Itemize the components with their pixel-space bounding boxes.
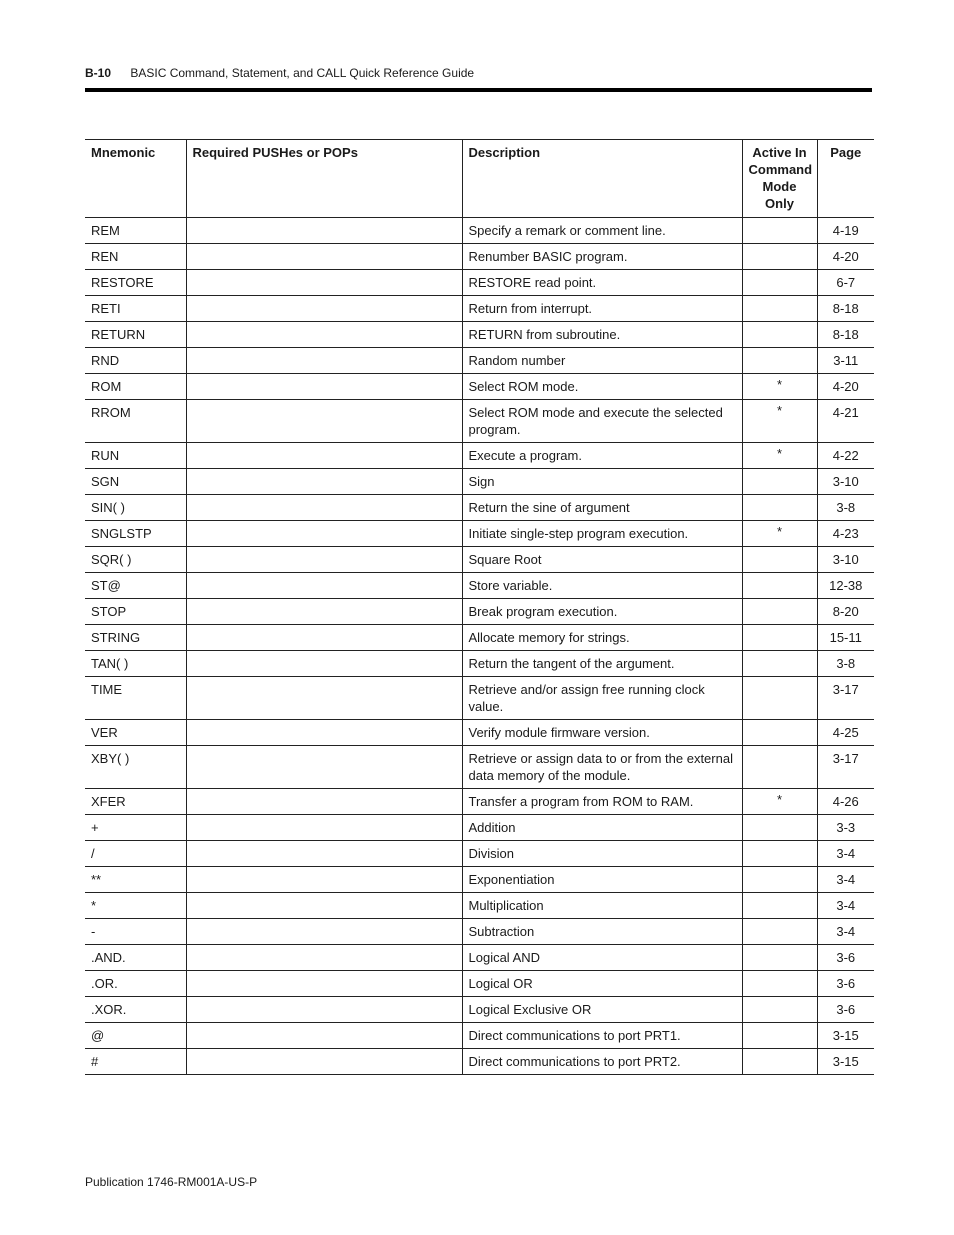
cell-active xyxy=(742,867,817,893)
cell-page: 3-4 xyxy=(817,893,874,919)
cell-active xyxy=(742,348,817,374)
cell-page: 3-10 xyxy=(817,469,874,495)
cell-description: Logical OR xyxy=(462,971,742,997)
cell-page: 3-6 xyxy=(817,971,874,997)
cell-pushes xyxy=(186,218,462,244)
cell-pushes xyxy=(186,599,462,625)
table-row xyxy=(85,400,874,443)
header-rule xyxy=(85,88,872,92)
table-row xyxy=(85,443,874,469)
table-row xyxy=(85,841,874,867)
cell-active xyxy=(742,296,817,322)
cell-description: RESTORE read point. xyxy=(462,270,742,296)
cell-active xyxy=(742,945,817,971)
cell-mnemonic: VER xyxy=(85,720,186,746)
cell-description: Break program execution. xyxy=(462,599,742,625)
cell-page: 3-8 xyxy=(817,495,874,521)
cell-pushes xyxy=(186,1049,462,1075)
column-header-description: Description xyxy=(462,140,742,218)
cell-page: 4-22 xyxy=(817,443,874,469)
cell-description: Transfer a program from ROM to RAM. xyxy=(462,789,742,815)
table-row xyxy=(85,677,874,720)
cell-page: 3-3 xyxy=(817,815,874,841)
cell-pushes xyxy=(186,469,462,495)
cell-active xyxy=(742,625,817,651)
table-row xyxy=(85,867,874,893)
cell-description: Multiplication xyxy=(462,893,742,919)
cell-mnemonic: SGN xyxy=(85,469,186,495)
cell-active xyxy=(742,547,817,573)
cell-active: * xyxy=(742,443,817,469)
cell-active xyxy=(742,841,817,867)
column-header-pushes: Required PUSHes or POPs xyxy=(186,140,462,218)
cell-pushes xyxy=(186,815,462,841)
cell-active: * xyxy=(742,400,817,443)
table-row xyxy=(85,374,874,400)
cell-description: Retrieve and/or assign free running clock value. xyxy=(462,677,742,720)
cell-description: Return the sine of argument xyxy=(462,495,742,521)
cell-active xyxy=(742,218,817,244)
table-row xyxy=(85,919,874,945)
cell-description: Division xyxy=(462,841,742,867)
table-row xyxy=(85,789,874,815)
table-row xyxy=(85,218,874,244)
cell-page: 3-4 xyxy=(817,841,874,867)
cell-description: Select ROM mode. xyxy=(462,374,742,400)
table-row xyxy=(85,997,874,1023)
page-header xyxy=(85,66,871,86)
cell-mnemonic: XFER xyxy=(85,789,186,815)
cell-mnemonic: XBY( ) xyxy=(85,746,186,789)
cell-mnemonic: REM xyxy=(85,218,186,244)
cell-description: Subtraction xyxy=(462,919,742,945)
table-row xyxy=(85,746,874,789)
cell-pushes xyxy=(186,443,462,469)
cell-description: Direct communications to port PRT1. xyxy=(462,1023,742,1049)
cell-active xyxy=(742,893,817,919)
cell-page: 6-7 xyxy=(817,270,874,296)
cell-pushes xyxy=(186,244,462,270)
cell-active xyxy=(742,244,817,270)
cell-description: RETURN from subroutine. xyxy=(462,322,742,348)
cell-pushes xyxy=(186,296,462,322)
cell-pushes xyxy=(186,746,462,789)
cell-mnemonic: RETI xyxy=(85,296,186,322)
cell-page: 4-19 xyxy=(817,218,874,244)
cell-mnemonic: RETURN xyxy=(85,322,186,348)
cell-mnemonic: ROM xyxy=(85,374,186,400)
table-row xyxy=(85,573,874,599)
cell-page: 3-17 xyxy=(817,746,874,789)
cell-mnemonic: * xyxy=(85,893,186,919)
cell-page: 4-25 xyxy=(817,720,874,746)
table-row xyxy=(85,547,874,573)
cell-mnemonic: TIME xyxy=(85,677,186,720)
cell-page: 4-26 xyxy=(817,789,874,815)
cell-active xyxy=(742,746,817,789)
cell-pushes xyxy=(186,720,462,746)
table-row xyxy=(85,322,874,348)
table-row xyxy=(85,495,874,521)
cell-mnemonic: STOP xyxy=(85,599,186,625)
cell-page: 4-20 xyxy=(817,244,874,270)
cell-description: Return the tangent of the argument. xyxy=(462,651,742,677)
cell-pushes xyxy=(186,573,462,599)
table-row xyxy=(85,348,874,374)
cell-page: 3-11 xyxy=(817,348,874,374)
cell-mnemonic: STRING xyxy=(85,625,186,651)
table-row xyxy=(85,1023,874,1049)
cell-description: Square Root xyxy=(462,547,742,573)
table-row xyxy=(85,625,874,651)
table-row xyxy=(85,296,874,322)
cell-active xyxy=(742,270,817,296)
cell-description: Exponentiation xyxy=(462,867,742,893)
cell-page: 15-11 xyxy=(817,625,874,651)
table-header-row xyxy=(85,140,874,218)
cell-page: 4-21 xyxy=(817,400,874,443)
cell-page: 4-23 xyxy=(817,521,874,547)
cell-description: Logical AND xyxy=(462,945,742,971)
cell-active xyxy=(742,322,817,348)
table-row xyxy=(85,893,874,919)
cell-pushes xyxy=(186,1023,462,1049)
cell-mnemonic: .AND. xyxy=(85,945,186,971)
cell-active: * xyxy=(742,521,817,547)
cell-mnemonic: RND xyxy=(85,348,186,374)
cell-pushes xyxy=(186,867,462,893)
reference-table xyxy=(85,139,874,1075)
cell-description: Retrieve or assign data to or from the external data memory of the module. xyxy=(462,746,742,789)
cell-description: Addition xyxy=(462,815,742,841)
cell-active xyxy=(742,651,817,677)
table-body xyxy=(85,218,874,1075)
cell-pushes xyxy=(186,789,462,815)
cell-mnemonic: .XOR. xyxy=(85,997,186,1023)
cell-page: 8-18 xyxy=(817,322,874,348)
page-number: B-10 xyxy=(85,66,112,80)
cell-mnemonic: SNGLSTP xyxy=(85,521,186,547)
cell-mnemonic: SQR( ) xyxy=(85,547,186,573)
table-row xyxy=(85,469,874,495)
cell-pushes xyxy=(186,270,462,296)
cell-pushes xyxy=(186,521,462,547)
cell-active: * xyxy=(742,789,817,815)
cell-mnemonic: # xyxy=(85,1049,186,1075)
table-row xyxy=(85,244,874,270)
cell-mnemonic: ** xyxy=(85,867,186,893)
cell-active xyxy=(742,495,817,521)
cell-pushes xyxy=(186,322,462,348)
column-header-page: Page xyxy=(817,140,874,218)
table-row xyxy=(85,599,874,625)
cell-pushes xyxy=(186,919,462,945)
cell-mnemonic: RUN xyxy=(85,443,186,469)
cell-pushes xyxy=(186,997,462,1023)
cell-active xyxy=(742,677,817,720)
cell-active xyxy=(742,919,817,945)
cell-pushes xyxy=(186,348,462,374)
cell-mnemonic: SIN( ) xyxy=(85,495,186,521)
cell-page: 3-4 xyxy=(817,919,874,945)
footer-publication: Publication 1746-RM001A-US-P xyxy=(85,1175,258,1189)
cell-pushes xyxy=(186,677,462,720)
cell-pushes xyxy=(186,945,462,971)
cell-pushes xyxy=(186,374,462,400)
cell-page: 3-6 xyxy=(817,945,874,971)
cell-description: Store variable. xyxy=(462,573,742,599)
cell-mnemonic: REN xyxy=(85,244,186,270)
header-title: BASIC Command, Statement, and CALL Quick Reference Guide xyxy=(130,66,475,80)
table-row xyxy=(85,971,874,997)
cell-mnemonic: RESTORE xyxy=(85,270,186,296)
cell-active xyxy=(742,997,817,1023)
cell-pushes xyxy=(186,400,462,443)
cell-page: 12-38 xyxy=(817,573,874,599)
column-header-active: Active In Command Mode Only xyxy=(742,140,817,218)
cell-description: Select ROM mode and execute the selected program. xyxy=(462,400,742,443)
table-row xyxy=(85,651,874,677)
cell-mnemonic: / xyxy=(85,841,186,867)
cell-description: Sign xyxy=(462,469,742,495)
table-row xyxy=(85,815,874,841)
cell-description: Initiate single-step program execution. xyxy=(462,521,742,547)
cell-page: 3-6 xyxy=(817,997,874,1023)
cell-mnemonic: TAN( ) xyxy=(85,651,186,677)
cell-page: 3-17 xyxy=(817,677,874,720)
table-row xyxy=(85,521,874,547)
cell-page: 3-15 xyxy=(817,1023,874,1049)
cell-pushes xyxy=(186,971,462,997)
cell-active xyxy=(742,1049,817,1075)
table-row xyxy=(85,720,874,746)
table-row xyxy=(85,945,874,971)
cell-page: 8-20 xyxy=(817,599,874,625)
table-row xyxy=(85,270,874,296)
cell-active xyxy=(742,971,817,997)
cell-description: Verify module firmware version. xyxy=(462,720,742,746)
cell-mnemonic: @ xyxy=(85,1023,186,1049)
cell-description: Execute a program. xyxy=(462,443,742,469)
cell-mnemonic: .OR. xyxy=(85,971,186,997)
cell-description: Random number xyxy=(462,348,742,374)
cell-pushes xyxy=(186,495,462,521)
cell-description: Renumber BASIC program. xyxy=(462,244,742,270)
cell-page: 3-15 xyxy=(817,1049,874,1075)
cell-mnemonic: + xyxy=(85,815,186,841)
cell-active xyxy=(742,573,817,599)
cell-pushes xyxy=(186,651,462,677)
cell-active xyxy=(742,469,817,495)
cell-page: 3-8 xyxy=(817,651,874,677)
cell-mnemonic: ST@ xyxy=(85,573,186,599)
cell-pushes xyxy=(186,625,462,651)
table-row xyxy=(85,1049,874,1075)
column-header-mnemonic: Mnemonic xyxy=(85,140,186,218)
cell-description: Allocate memory for strings. xyxy=(462,625,742,651)
cell-mnemonic: - xyxy=(85,919,186,945)
cell-active xyxy=(742,720,817,746)
cell-page: 3-10 xyxy=(817,547,874,573)
cell-description: Logical Exclusive OR xyxy=(462,997,742,1023)
cell-active xyxy=(742,599,817,625)
cell-pushes xyxy=(186,547,462,573)
cell-description: Return from interrupt. xyxy=(462,296,742,322)
cell-page: 8-18 xyxy=(817,296,874,322)
cell-pushes xyxy=(186,893,462,919)
cell-page: 4-20 xyxy=(817,374,874,400)
cell-active: * xyxy=(742,374,817,400)
cell-mnemonic: RROM xyxy=(85,400,186,443)
cell-page: 3-4 xyxy=(817,867,874,893)
cell-description: Specify a remark or comment line. xyxy=(462,218,742,244)
cell-active xyxy=(742,815,817,841)
cell-pushes xyxy=(186,841,462,867)
cell-description: Direct communications to port PRT2. xyxy=(462,1049,742,1075)
cell-active xyxy=(742,1023,817,1049)
